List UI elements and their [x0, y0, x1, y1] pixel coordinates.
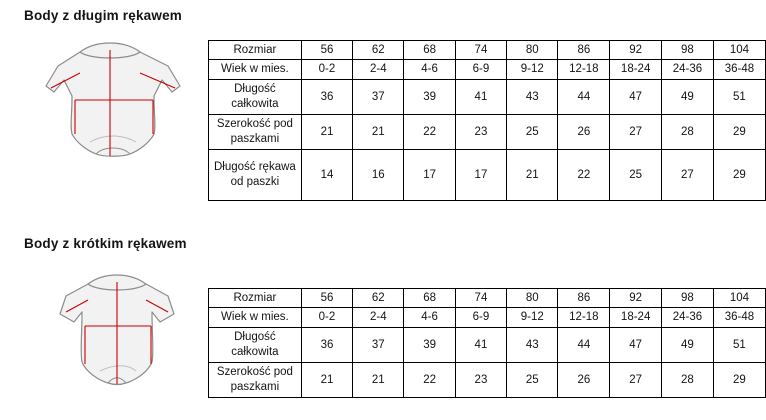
row-label: Szerokość pod paszkami [209, 114, 302, 149]
cell: 17 [455, 149, 506, 200]
cell: 0-2 [301, 60, 352, 79]
row-label: Długość rękawa od paszki [209, 149, 302, 200]
cell: 17 [404, 149, 455, 200]
cell: 18-24 [610, 60, 662, 79]
cell: 62 [353, 289, 404, 308]
row-label: Wiek w mies. [209, 308, 302, 327]
cell: 44 [558, 79, 610, 114]
cell: 92 [610, 41, 662, 60]
cell: 80 [507, 41, 558, 60]
cell: 25 [507, 362, 558, 397]
cell: 27 [610, 114, 662, 149]
cell: 4-6 [404, 308, 455, 327]
section-title: Body z krótkim rękawem [24, 236, 187, 251]
short-sleeve-bodysuit-diagram [40, 264, 195, 399]
cell: 22 [404, 114, 455, 149]
row-label: Rozmiar [209, 289, 302, 308]
cell: 27 [662, 149, 714, 200]
cell: 43 [507, 79, 558, 114]
cell: 36 [301, 79, 352, 114]
cell: 104 [713, 289, 765, 308]
cell: 80 [507, 289, 558, 308]
cell: 28 [662, 114, 714, 149]
cell: 68 [404, 289, 455, 308]
cell: 22 [404, 362, 455, 397]
cell: 86 [558, 289, 610, 308]
cell: 56 [301, 289, 352, 308]
cell: 37 [353, 79, 404, 114]
cell: 37 [353, 327, 404, 362]
cell: 21 [353, 114, 404, 149]
cell: 22 [558, 149, 610, 200]
table-row [209, 149, 766, 200]
cell: 51 [713, 327, 765, 362]
cell: 2-4 [353, 308, 404, 327]
row-label: Szerokość pod paszkami [209, 362, 302, 397]
cell: 44 [558, 327, 610, 362]
cell: 6-9 [455, 60, 506, 79]
cell: 21 [507, 149, 558, 200]
cell: 49 [662, 327, 714, 362]
row-label: Rozmiar [209, 41, 302, 60]
table-row [209, 79, 766, 114]
size-table-long-sleeve-wrap [208, 40, 766, 201]
row-label: Wiek w mies. [209, 60, 302, 79]
long-sleeve-bodysuit-diagram [18, 30, 208, 170]
cell: 16 [353, 149, 404, 200]
cell: 36-48 [713, 60, 765, 79]
table-row [209, 362, 766, 397]
cell: 51 [713, 79, 765, 114]
row-label: Długość całkowita [209, 327, 302, 362]
cell: 2-4 [353, 60, 404, 79]
cell: 68 [404, 41, 455, 60]
cell: 25 [507, 114, 558, 149]
cell: 36-48 [713, 308, 765, 327]
cell: 12-18 [558, 308, 610, 327]
table-row [209, 114, 766, 149]
cell: 92 [610, 289, 662, 308]
size-table-short-sleeve [208, 288, 766, 398]
cell: 27 [610, 362, 662, 397]
cell: 47 [610, 327, 662, 362]
cell: 28 [662, 362, 714, 397]
cell: 0-2 [301, 308, 352, 327]
cell: 62 [353, 41, 404, 60]
row-label: Długość całkowita [209, 79, 302, 114]
cell: 41 [455, 327, 506, 362]
cell: 9-12 [507, 60, 558, 79]
cell: 43 [507, 327, 558, 362]
cell: 74 [455, 289, 506, 308]
cell: 23 [455, 114, 506, 149]
cell: 39 [404, 79, 455, 114]
cell: 36 [301, 327, 352, 362]
cell: 21 [301, 362, 352, 397]
cell: 21 [353, 362, 404, 397]
size-table-short-sleeve-wrap [208, 288, 766, 398]
cell: 47 [610, 79, 662, 114]
table-row [209, 308, 766, 327]
cell: 74 [455, 41, 506, 60]
cell: 29 [713, 149, 765, 200]
cell: 104 [713, 41, 765, 60]
size-table-long-sleeve [208, 40, 766, 201]
cell: 21 [301, 114, 352, 149]
cell: 23 [455, 362, 506, 397]
cell: 56 [301, 41, 352, 60]
cell: 6-9 [455, 308, 506, 327]
cell: 12-18 [558, 60, 610, 79]
cell: 98 [662, 41, 714, 60]
cell: 41 [455, 79, 506, 114]
cell: 9-12 [507, 308, 558, 327]
cell: 14 [301, 149, 352, 200]
table-row [209, 41, 766, 60]
cell: 49 [662, 79, 714, 114]
cell: 26 [558, 362, 610, 397]
cell: 98 [662, 289, 714, 308]
cell: 18-24 [610, 308, 662, 327]
cell: 26 [558, 114, 610, 149]
cell: 24-36 [662, 308, 714, 327]
table-row [209, 289, 766, 308]
cell: 39 [404, 327, 455, 362]
cell: 25 [610, 149, 662, 200]
cell: 29 [713, 362, 765, 397]
section-title: Body z długim rękawem [24, 8, 182, 23]
table-row [209, 327, 766, 362]
cell: 24-36 [662, 60, 714, 79]
cell: 4-6 [404, 60, 455, 79]
table-row [209, 60, 766, 79]
cell: 29 [713, 114, 765, 149]
cell: 86 [558, 41, 610, 60]
